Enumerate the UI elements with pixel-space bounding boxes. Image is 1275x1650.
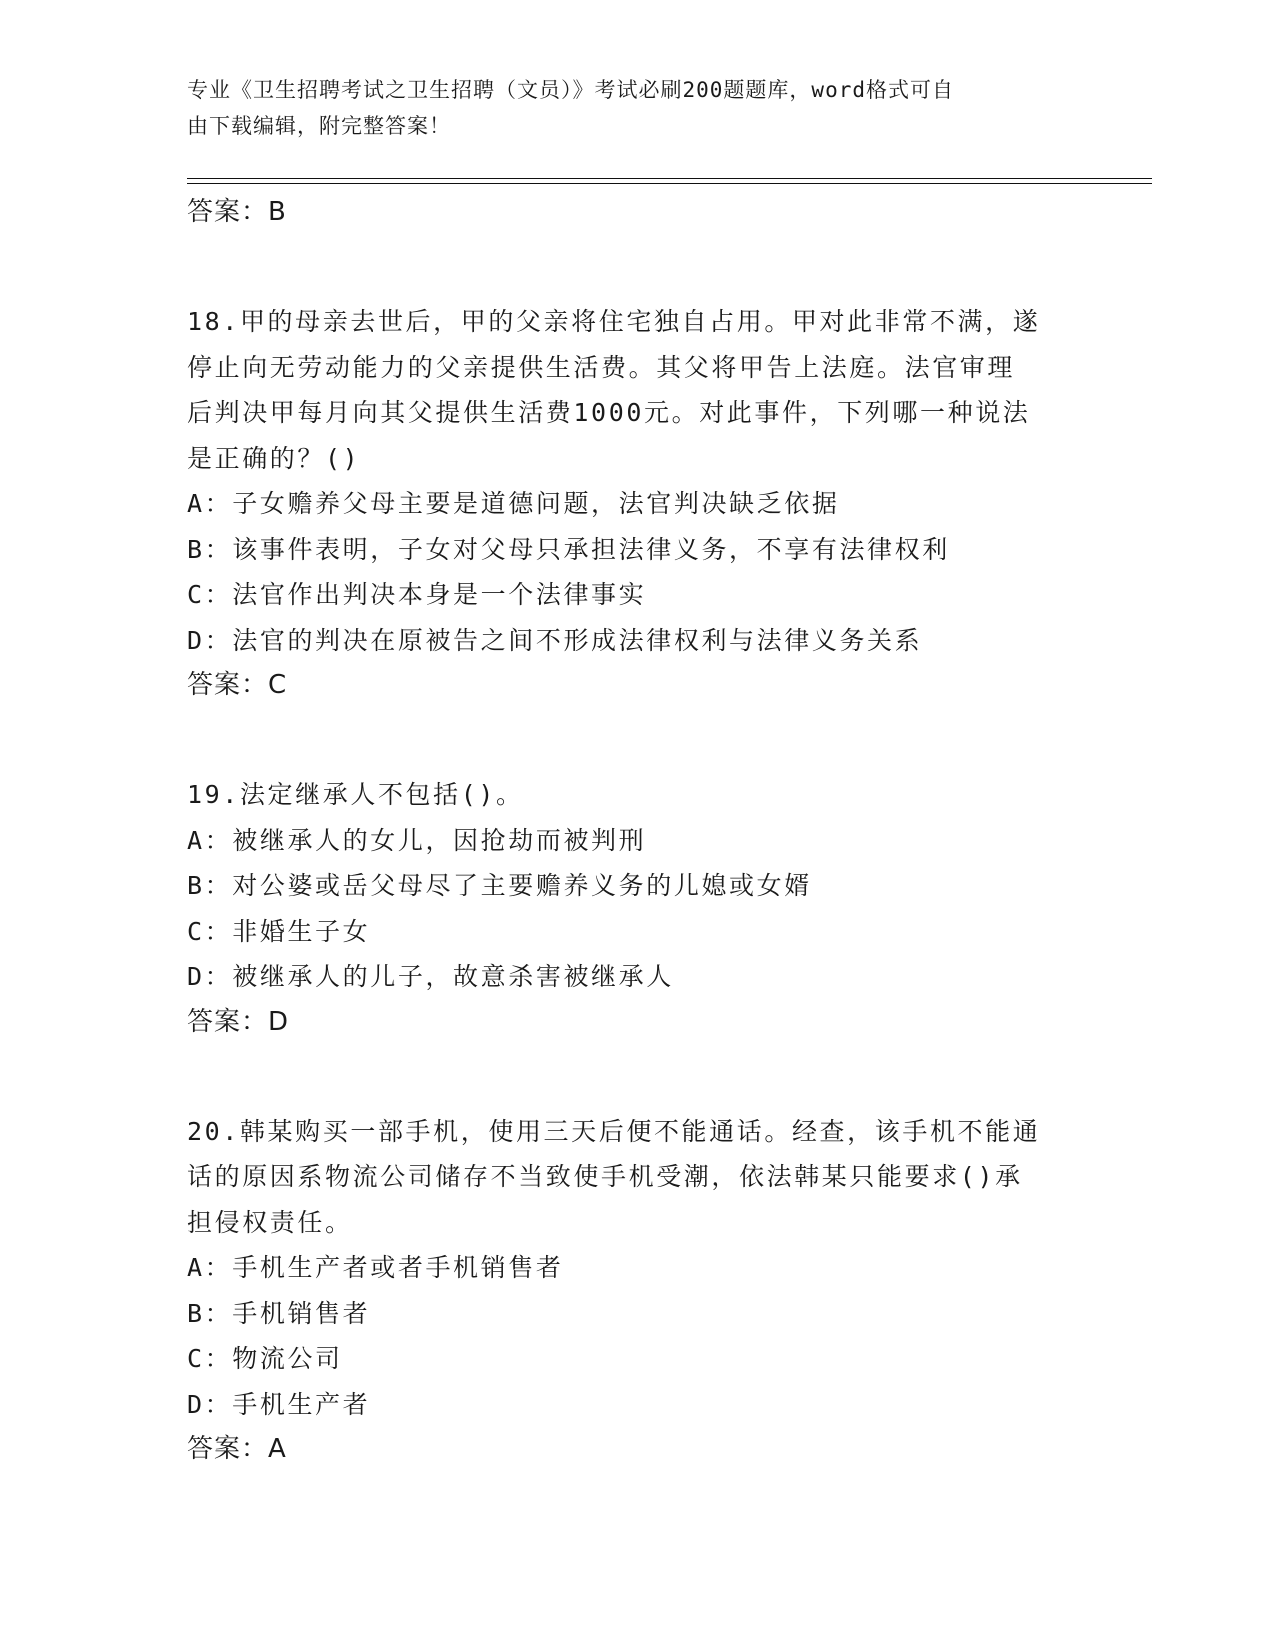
option-a: A：手机生产者或者手机销售者 [187,1253,564,1282]
option-a: A：子女赡养父母主要是道德问题，法官判决缺乏依据 [187,489,840,518]
header-line-1: 专业《卫生招聘考试之卫生招聘（文员）》考试必刷200题题库，word格式可自 [187,78,954,102]
question-19 [187,772,1087,1045]
document-body [187,190,1087,1472]
question-stem-line: 19.法定继承人不包括()。 [187,780,524,809]
header-rule-bottom [187,183,1152,184]
question-18 [187,299,1087,708]
previous-answer: 答案：B [187,197,287,227]
answer-label: 答案：A [187,1434,287,1464]
option-b: B：手机销售者 [187,1298,371,1328]
header-rule-top [187,178,1152,179]
option-b: B：该事件表明，子女对父母只承担法律义务，不享有法律权利 [187,534,950,564]
question-stem-line: 停止向无劳动能力的父亲提供生活费。其父将甲告上法庭。法官审理 [187,352,1016,382]
option-c: C：法官作出判决本身是一个法律事实 [187,580,647,609]
answer-label: 答案：C [187,670,288,700]
option-d: D：被继承人的儿子，故意杀害被继承人 [187,962,674,991]
question-20 [187,1109,1087,1473]
question-stem-line: 话的原因系物流公司储存不当致使手机受潮，依法韩某只能要求()承 [187,1162,1023,1191]
document-header [187,72,1067,144]
option-c: C：非婚生子女 [187,916,371,946]
question-stem-line: 担侵权责任。 [187,1207,353,1237]
question-stem-line: 20.韩某购买一部手机，使用三天后便不能通话。经查，该手机不能通 [187,1116,1041,1146]
header-line-2: 由下载编辑，附完整答案！ [187,114,451,138]
question-stem-line: 18.甲的母亲去世后，甲的父亲将住宅独自占用。甲对此非常不满，遂 [187,307,1041,336]
option-a: A：被继承人的女儿，因抢劫而被判刑 [187,825,647,855]
question-stem-line: 后判决甲每月向其父提供生活费1000元。对此事件，下列哪一种说法 [187,398,1031,427]
option-c: C：物流公司 [187,1344,343,1373]
spacer [187,235,1087,299]
option-d: D：手机生产者 [187,1389,371,1419]
option-b: B：对公婆或岳父母尽了主要赡养义务的儿媳或女婿 [187,871,812,900]
spacer [187,708,1087,772]
spacer [187,1045,1087,1109]
question-stem-line: 是正确的？() [187,443,361,473]
option-d: D：法官的判决在原被告之间不形成法律权利与法律义务关系 [187,625,923,655]
answer-label: 答案：D [187,1006,290,1037]
